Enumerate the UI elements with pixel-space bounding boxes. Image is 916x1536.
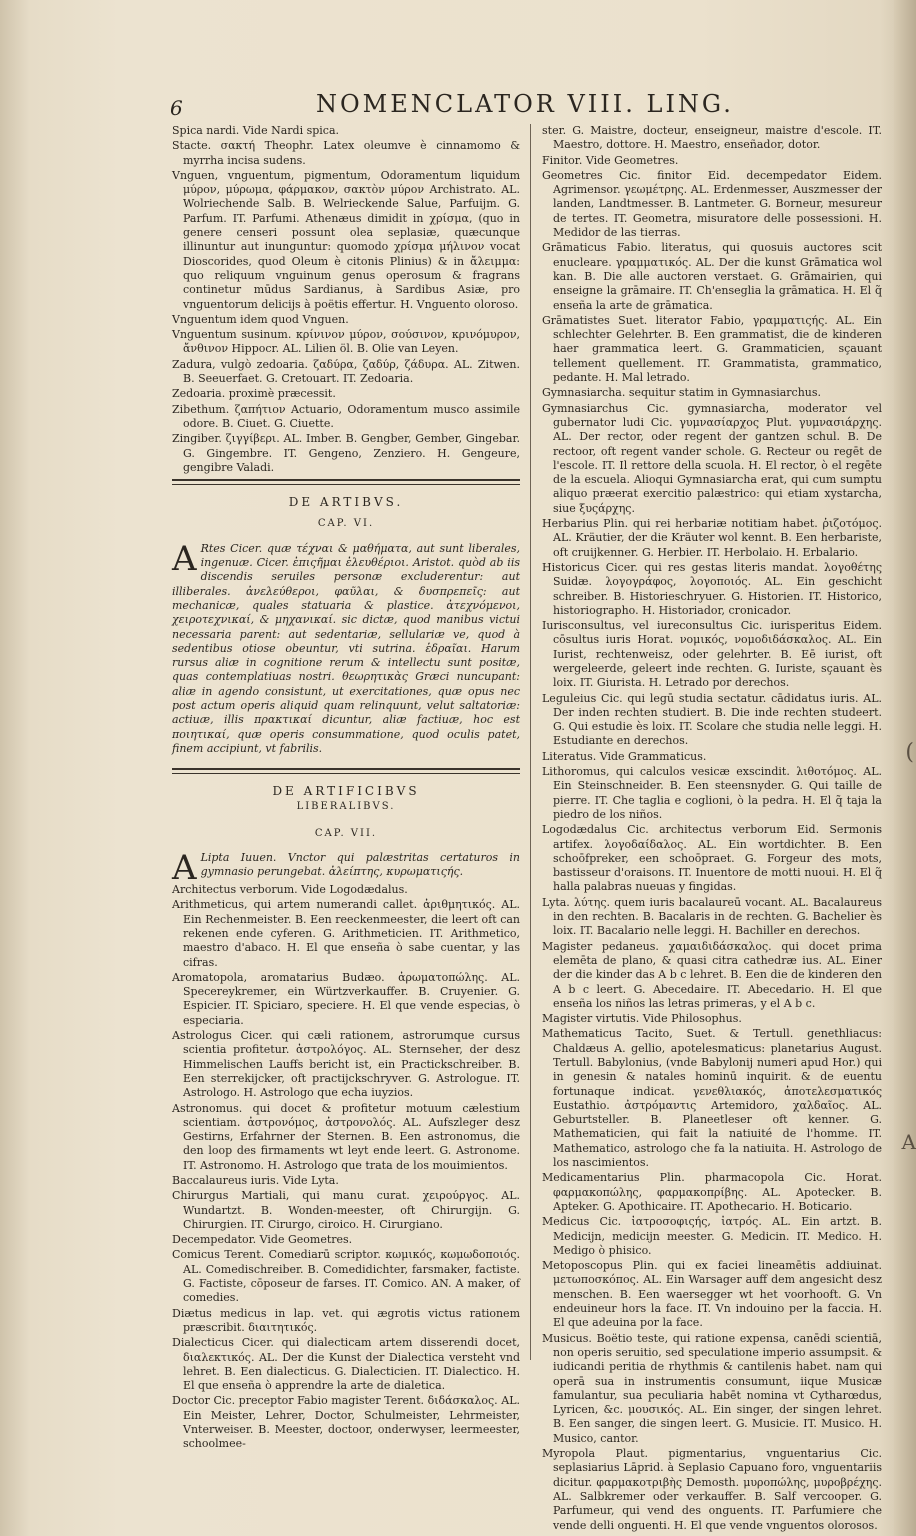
dictionary-entry: Musicus. Boëtio teste, qui ratione expensa, canēdi scientiā, non operis seruitio, sed speculatione imperio assumpsit. & iudicandi peritia de rhythmis & cantilenis habet. nam qui operā sua in instrumentis consumunt, iique Musicæ famulantur, sua peculiaria habēt nomina vt Cytharœdus, Lyricen, &c. μουσικός. AL. Ein singer, der singen lehret. B. Een sanger, die singen leert. G. Musicie. IT. Musico. H. Musico, cantor. [542,1331,882,1445]
column-divider [530,124,531,1360]
dictionary-entry: Astrologus Cicer. qui cæli rationem, astrorumque cursus scientia profitetur. ἀστρολόγος. AL. Sternseher, der desz Himmelischen Lauffs bericht ist, ein Practickschreiber. B. Een sterrekijcker, oft practijckschryver. G. Astrologue. IT. Astrologo. H. Astrologo que echa iuyzios. [172,1029,520,1100]
chapter-paragraph [172,538,520,756]
dictionary-entry: Magister virtutis. Vide Philosophus. [542,1012,742,1026]
dictionary-entry: ster. G. Maistre, docteur, enseigneur, maistre d'escole. IT. Maestro, dottore. H. Maestro, enseñador, dotor. [542,124,882,152]
dictionary-entry: Arithmeticus, qui artem numerandi callet. ἀριθμητικός. AL. Ein Rechenmeister. B. Een reeckenmeester, die leert oft can rekenen ende cyferen. G. Arithmeticien. IT. Arithmetico, maestro d'abaco. H. El que enseña ò sabe cuentar, y las cifras. [172,898,520,969]
dictionary-entry: Historicus Cicer. qui res gestas literis mandat. λογοθέτης Suidæ. λογογράφος, λογοποιός. AL. Ein geschicht schreiber. B. Historieschryuer. G. Historien. IT. Historico, historiographo. H. Historiador, cronicador. [542,560,882,617]
paragraph-text: Lipta Iuuen. Vnctor qui palæstritas certaturos in gymnasio perungebat. ἀλείπτης, κυρωματιςής. [200,851,520,879]
chapter-first-entry [172,848,520,889]
dictionary-entry: Architectus verborum. Vide Logodædalus. [172,883,408,897]
facing-page-edge [894,0,916,1536]
section-title: DE ARTIBVS. [288,495,404,510]
entry-list [542,124,882,1533]
margin-fragment: ( [905,740,914,765]
dictionary-entry: Grāmatistes Suet. literator Fabio, γραμματιςής. AL. Ein schlechter Gelehrter. B. Een grammatist, die de kinderen haer grammatica leert. G. Grammaticien, sçauant tellement quellement. IT. Grammatista, grammatico, pedante. H. Mal letrado. [542,313,882,385]
entry-list [172,124,520,475]
chapter-label: CAP. VII. [314,827,378,839]
dictionary-entry: Diætus medicus in lap. vet. qui ægrotis victus rationem præscribit. διαιτητικός. [172,1306,520,1334]
dictionary-entry: Dialecticus Cicer. qui dialecticam artem disserendi docet, διαλεκτικός. AL. Der die Kunst der Dialectica versteht vnd lehret. B. Een dialecticus. G. Dialecticien. IT. Dialectico. H. El que enseña ò apprendre la arte de dialetica. [172,1336,520,1393]
dictionary-entry: Logodædalus Cic. architectus verborum Eid. Sermonis artifex. λογοδαίδαλος. AL. Ein wortdichter. B. Een schoōfpreker, een schoōpraet. G. Forgeur des mots, bastisseur d'oraisons. IT. Inuentore de motti nuoui. H. El q̃ halla palabras nueuas y fingidas. [542,823,882,894]
dictionary-entry: Gymnasiarcha. sequitur statim in Gymnasiarchus. [542,386,822,400]
drop-cap: A [172,848,197,889]
chapter-label: CAP. VI. [317,518,375,530]
dictionary-entry: Stacte. σακτή Theophr. Latex oleumve è cinnamomo & myrrha incisa sudens. [172,139,520,167]
dictionary-entry: Leguleius Cic. qui legū studia sectatur. cādidatus iuris. AL. Der inden rechten studiert. B. Die inde rechten studeert. G. Qui estudie ès loix. IT. Scolare che studia nelle leggi. H. Estudiante en derechos. [542,691,882,748]
dictionary-entry: Comicus Terent. Comediarū scriptor. κωμικός, κωμωδοποιός. AL. Comedischreiber. B. Comedidichter, farsmaker, factiste. G. Factiste, cōposeur de farses. IT. Comico. AN. A maker, of comedies. [172,1248,520,1305]
page-number: 6 [170,96,183,120]
dictionary-entry: Mathematicus Tacito, Suet. & Tertull. genethliacus: Chaldæus A. gellio, apotelesmaticus: planetarius August. Tertull. Babylonius, (vnde Babylonij numeri apud Hor.) qui in genesin & natales hominū inquirit. & de euentu fortunaque indicat. γενεθλιακός, ἀποτελεσματικός Eustathio. ἀστρόμαντις Artemidoro, χαλδαῖος. AL. Geburtsteller. B. Planeetleser oft kenner. G. Mathematicien, qui fait la natiuité de l'homme. IT. Mathematico, astrologo che fa la natiuita. H. Astrologo de los nascimientos. [542,1027,882,1170]
paragraph-text: Rtes Cicer. quæ τέχναι & μαθήματα, aut sunt liberales, ingenuæ. Cicer. ἐπιςῆμαι ἐλευθέριοι. Aristot. quòd ab iis discendis seruiles personæ excluderentur: aut illiberales. ἀνελεύθεροι, φαῦλαι, & δυσπρεπεῖς: aut mechanicæ, quales statuaria & plastice. ἀτεχνόμενοι, χειροτεχνικαί, & μηχανικαί. sic dictæ, quod manibus victui necessaria parent: aut sedentariæ, sellulariæ ve, quod à sedentibus otiose obeuntur, vti sutrina. ἑδραῖαι. Harum rursus aliæ in cognitione rerum & intellectu sunt positæ, quas contemplatiuas nostri. θεωρητικὰς Græci nuncupant: aliæ in agendo consistunt, ut exercitationes, quæ opus nec post actum operis aliquid quam relinquunt, velut saltatoriæ: actiuæ, illis πρακτικαί dicuntur, aliæ factiuæ, hoc est ποιητικαί, quæ operis consummatione, quod oculis patet, finem accipiunt, vt fabrilis. [172,541,520,755]
dictionary-entry: Zadura, vulgò zedoaria. ζαδύρα, ζαδύρ, ζάδυρα. AL. Zitwen. B. Seeuerfaet. G. Cretouart. IT. Zedoaria. [172,357,520,386]
dictionary-entry: Aromatopola, aromatarius Budæo. ἀρωματοπώλης. AL. Specereykremer, ein Würtzverkauffer. B. Cruyenier. G. Espicier. IT. Spiciaro, speciere. H. El que vende especias, ò especiaria. [172,970,520,1027]
dictionary-entry: Medicamentarius Plin. pharmacopola Cic. Horat. φαρμακοπώλης, φαρμακοπρίβης. AL. Apotecker. B. Apteker. G. Apothicaire. IT. Apothecario. H. Boticario. [542,1171,882,1213]
dictionary-entry: Baccalaureus iuris. Vide Lyta. [172,1174,339,1187]
drop-cap: A [172,538,197,579]
dictionary-entry: Doctor Cic. preceptor Fabio magister Terent. διδάσκαλος. AL. Ein Meister, Lehrer, Doctor, Schulmeister, Lehrmeister, Vnterweiser. B. Meester, doctoor, onderwyser, leermeester, schoolmee- [172,1394,520,1451]
section-rule [172,479,520,485]
dictionary-entry: Vnguentum idem quod Vnguen. [172,312,349,326]
dictionary-entry: Myropola Plaut. pigmentarius, vnguentarius Cic. seplasiarius Lāprid. à Seplasio Capuano foro, vnguentariis dicitur. φαρμακοτριβὴς Demosth. μυροπώλης, μυροβρέχης. AL. Salbkremer oder verkauffer. B. Salf vercooper. G. Parfumeur, qui vend des onguents. IT. Parfumiere che vende delli onguenti. H. El que vende vnguentos olorosos. [542,1447,882,1532]
dictionary-entry: Iurisconsultus, vel iureconsultus Cic. iurisperitus Eidem. cōsultus iuris Horat. νομικός, νομοδιδάσκαλος. AL. Ein Iurist, rechtenweisz, oder gelehrter. B. Eē iurist, oft wergeleerde, geleert inde rechten. G. Iuriste, sçauant ès loix. IT. Giurista. H. Letrado por derechos. [542,619,882,690]
dictionary-entry: Literatus. Vide Grammaticus. [542,749,707,763]
dictionary-entry: Medicus Cic. ἰατροσοφιςής, ἰατρός. AL. Ein artzt. B. Medicijn, medicijn meester. G. Medicin. IT. Medico. H. Medigo ò phisico. [542,1215,882,1257]
dictionary-entry: Magister pedaneus. χαμαιδιδάσκαλος. qui docet prima elemēta de plano, & quasi citra cathedræ ius. AL. Einer der die kinder das A b c lehret. B. Een die de kinderen den A b c leert. G. Abecedaire. IT. Abecedario. H. El que enseña los niños las letras primeras, y el A b c. [542,939,882,1010]
dictionary-entry: Vnguentum susinum. κρίνινον μύρον, σούσινον, κρινόμυρον, ἄνθινον Hippocr. AL. Lilien öl. B. Olie van Leyen. [172,328,520,356]
right-column [542,124,882,1534]
dictionary-entry: Zedoaria. proximè præcessit. [172,387,336,401]
dictionary-entry: Astronomus. qui docet & profitetur motuum cælestium scientiam. ἀστρονόμος, ἀστρονολός. AL. Aufszleger desz Gestirns, Erfahrner der Sternen. B. Een astronomus, die den loop des firmaments wt leyt ende leert. G. Astronome. IT. Astronomo. H. Astrologo que trata de los mouimientos. [172,1101,520,1172]
dictionary-entry: Vnguen, vnguentum, pigmentum, Odoramentum liquidum μύρον, μύρωμα, φάρμακον, σακτὸν μύρον Archistrato. AL. Wolriechende Salb. B. Welrieckende Salue, Parfuijm. G. Parfum. IT. Parfumi. Athenæus dimidit in χρίσμα, (quo in genere censeri possunt olea seplasiæ, quæcunque illinuntur aut inunguntur: quomodo χρίσμα μήλινον vocat Dioscorides, quod Oleum è citonis Plinius) & in ἄλειμμα: quo reliquum vnguinum genus operosum & fragrans continetur mūdus Sardianus, à Sardibus Asiæ, pro vnguentorum delicijs à poëtis effertur. H. Vnguento oloroso. [172,168,520,311]
entry-list [172,883,520,1452]
dictionary-entry: Gymnasiarchus Cic. gymnasiarcha, moderator vel gubernator ludi Cic. γυμνασίαρχος Plut. γυμνασιάρχης. AL. Der rector, oder regent der gantzen schul. B. De rectoor, oft regent vander schole. G. Recteur ou regēt de l'escole. IT. Il rettore della scuola. H. El rector, ò el regēte de la escuela. Alioqui Gymnasiarcha erat, qui cum sumptu aliquo præerat exercitio palæstrico: qui etiam xystarcha, siue ξυςάρχης. [542,401,882,515]
section-title: DE ARTIFICIBVS [272,784,420,799]
dictionary-entry: Finitor. Vide Geometres. [542,153,679,167]
left-column [172,124,520,1453]
section-subtitle: LIBERALIBVS. [296,801,396,813]
running-head: NOMENCLATOR VIII. LING. [316,90,734,118]
dictionary-entry: Grāmaticus Fabio. literatus, qui quosuis auctores scit enucleare. γραμματικός. AL. Der die kunst Grāmatica wol kan. B. Die alle auctoren verstaet. G. Grāmairien, qui enseigne la grāmaire. IT. Ch'enseglia la grāmatica. H. El q̃ enseña la arte de grāmatica. [542,241,882,312]
dictionary-entry: Geometres Cic. finitor Eid. decempedator Eidem. Agrimensor. γεωμέτρης. AL. Erdenmesser, Auszmesser der landen, Landtmesser. B. Lantmeter. G. Borneur, mesureur de tertes. IT. Geometra, misuratore delle possessioni. H. Medidor de las tierras. [542,168,882,240]
section-rule [172,768,520,774]
dictionary-entry: Spica nardi. Vide Nardi spica. [172,124,339,137]
dictionary-entry: Metoposcopus Plin. qui ex faciei lineamētis addiuinat. μετωποσκόπος. AL. Ein Warsager auff dem angesicht desz menschen. B. Een waersegger wt het voorhooft. G. Vn endeuineur hors la face. IT. Vn indouino per la faccia. H. El que adeuina por la face. [542,1259,882,1330]
dictionary-entry: Lyta. λύτης. quem iuris bacalaureū vocant. AL. Bacalaureus in den rechten. B. Bacalaris in de rechten. G. Bachelier ès loix. IT. Bacalario nelle leggi. H. Bachiller en derechos. [542,895,882,938]
dictionary-entry: Lithoromus, qui calculos vesicæ exscindit. λιθοτόμος. AL. Ein Steinschneider. B. Een steensnyder. G. Qui taille de pierre. IT. Che taglia e coglioni, ò la pedra. H. El q̃ taja la piedro de los niños. [542,765,882,821]
dictionary-entry: Herbarius Plin. qui rei herbariæ notitiam habet. ῥιζοτόμος. AL. Kräutier, der die Kräuter wol kennt. B. Een herbariste, oft cruijkenner. G. Herbier. IT. Herbolaio. H. Erbalario. [542,517,882,559]
dictionary-entry: Zingiber. ζιγγίβερι. AL. Imber. B. Gengber, Gember, Gingebar. G. Gingembre. IT. Gengeno, Zenziero. H. Gengeure, gengibre Valadi. [172,432,520,474]
margin-fragment: A [901,1130,916,1154]
dictionary-entry: Zibethum. ζαπήτιον Actuario, Odoramentum musco assimile odore. B. Ciuet. G. Ciuette. [172,402,520,430]
dictionary-entry: Chirurgus Martiali, qui manu curat. χειρούργος. AL. Wundartzt. B. Wonden-meester, oft Chirurgijn. G. Chirurgien. IT. Cirurgo, ciroico. H. Cirurgiano. [172,1189,520,1231]
dictionary-entry: Decempedator. Vide Geometres. [172,1233,353,1247]
